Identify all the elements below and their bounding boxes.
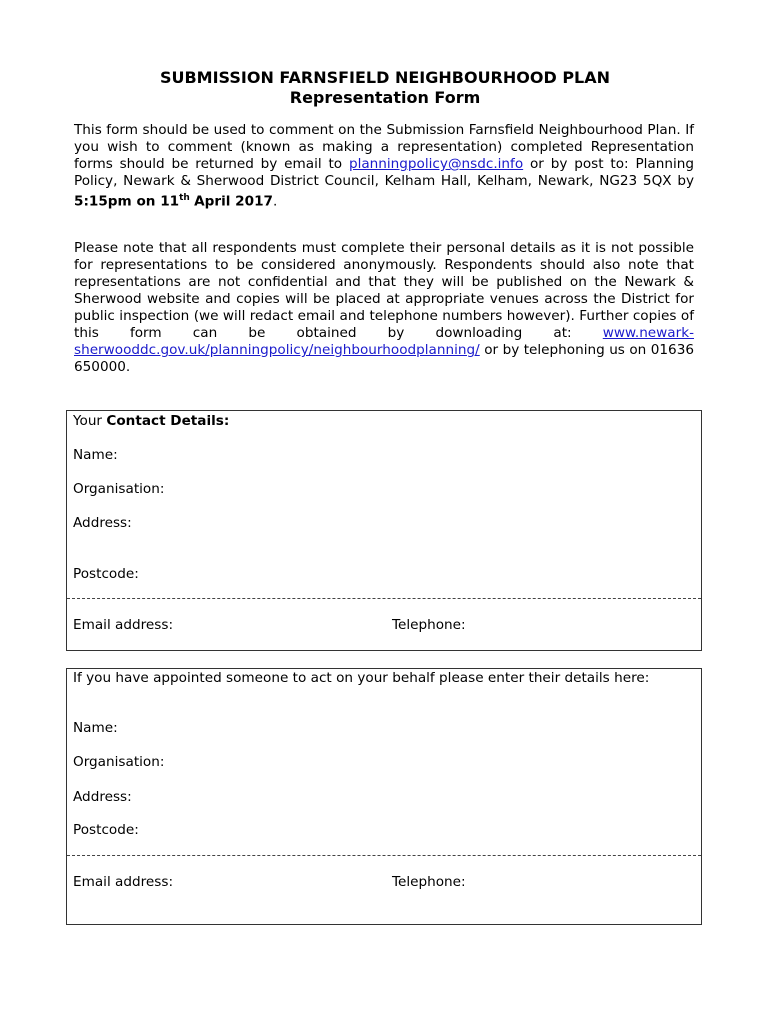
notice-text: Please note that all respondents must complete their personal details as it is not possible for representations to be considered anonymously. Respondents should also note that representations are not confidential and that they will be published on the Newark & Sherwood website and copies will be placed at appropriate venues across the District for public inspection (we will redact email and telephone numbers however). Further copies of this form can be obtained by downloading at: bbox=[74, 240, 694, 341]
deadline-time: 5:15pm on 11 bbox=[74, 193, 180, 210]
agent-postcode-label[interactable]: Postcode: bbox=[73, 822, 139, 838]
contact-details-box bbox=[66, 410, 702, 651]
postcode-label[interactable]: Postcode: bbox=[73, 566, 139, 582]
email-address-label[interactable]: Email address: bbox=[73, 617, 174, 633]
email-link[interactable]: planningpolicy@nsdc.info bbox=[348, 156, 524, 172]
organisation-label[interactable]: Organisation: bbox=[73, 481, 165, 497]
agent-organisation-label[interactable]: Organisation: bbox=[73, 754, 165, 770]
page-title bbox=[0, 68, 770, 108]
intro-end: . bbox=[273, 193, 278, 210]
contact-heading-bold: Contact Details: bbox=[106, 413, 230, 429]
title-line-2: Representation Form bbox=[289, 88, 481, 107]
intro-address-text: or by post to: Planning Policy, Newark & Sherwood District Council, Kelham Hall, Kelham, Newark, NG23 5QX by bbox=[74, 156, 694, 189]
agent-email-label[interactable]: Email address: bbox=[73, 874, 174, 890]
agent-divider bbox=[67, 855, 701, 856]
contact-heading-prefix: Your bbox=[73, 413, 107, 429]
deadline-year: April 2017 bbox=[194, 193, 273, 210]
agent-address-label[interactable]: Address: bbox=[73, 789, 132, 805]
contact-heading bbox=[73, 413, 229, 430]
notice-after-url: or by telephoning us on 01636 650000. bbox=[74, 342, 694, 375]
intro-paragraph bbox=[74, 122, 694, 211]
agent-heading: If you have appointed someone to act on your behalf please enter their details here: bbox=[73, 670, 650, 686]
title-line-1: SUBMISSION FARNSFIELD NEIGHBOURHOOD PLAN bbox=[159, 68, 611, 87]
agent-telephone-label[interactable]: Telephone: bbox=[392, 874, 466, 890]
intro-text: This form should be used to comment on the Submission Farnsfield Neighbourhood Plan. If you wish to comment (known as making a representation) completed Representation forms should be returned by email to bbox=[74, 122, 694, 172]
address-label[interactable]: Address: bbox=[73, 515, 132, 531]
divider bbox=[67, 598, 701, 599]
agent-details-box bbox=[66, 668, 702, 925]
notice-paragraph bbox=[74, 240, 694, 376]
download-link[interactable]: www.newark-sherwooddc.gov.uk/planningpolicy/neighbourhoodplanning/ bbox=[74, 325, 694, 358]
telephone-label[interactable]: Telephone: bbox=[392, 617, 466, 633]
name-label[interactable]: Name: bbox=[73, 447, 118, 463]
deadline-sup: th bbox=[179, 193, 190, 203]
agent-name-label[interactable]: Name: bbox=[73, 720, 118, 736]
